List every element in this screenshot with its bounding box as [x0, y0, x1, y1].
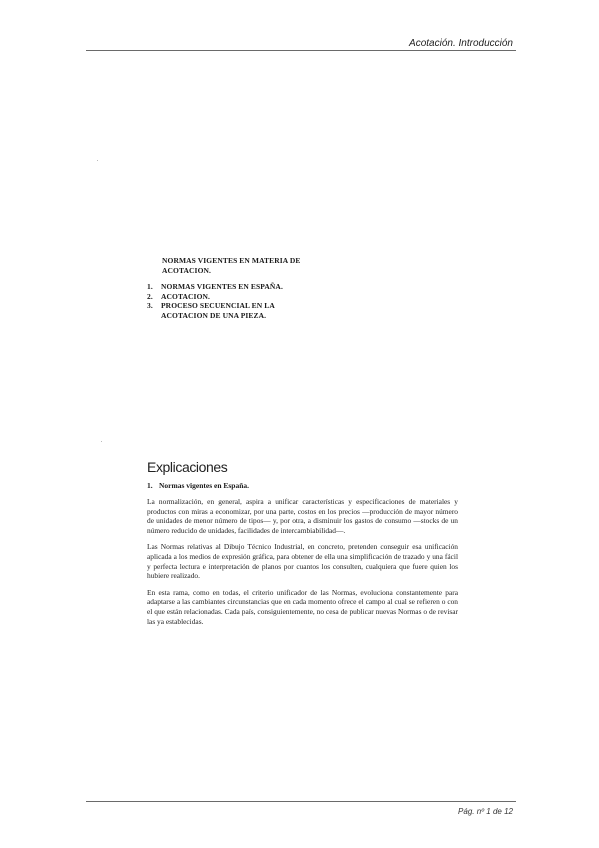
toc-item-label: PROCESO SECUENCIAL EN LA ACOTACION DE UNA PIEZA.: [161, 301, 275, 320]
footer-divider: [86, 801, 516, 802]
scan-speck: [101, 441, 102, 442]
toc-item-number: 3.: [147, 301, 153, 310]
paragraph: En esta rama, como en todas, el criterio unificador de las Normas, evoluciona constantemente para adaptarse a las cambiantes circunstancias que en cada momento ofrece el campo al cual se refieren o con el que están relacionadas. Cada país, consiguientemente, no cesa de publicar nuevas Normas o de revisar las ya establecidas.: [147, 587, 458, 626]
paragraph: La normalización, en general, aspira a unificar características y especificaciones de materiales y productos con miras a economizar, por una parte, costos en los precios —producción de mayor número de unidades de menor número de tipos— y, por otra, a disminuir los gastos de consumo —stocks de un número reducido de unidades, facilidades de intercambiabilidad—.: [147, 497, 458, 535]
section-title: Explicaciones: [147, 459, 228, 475]
paragraph: Las Normas relativas al Dibujo Técnico Industrial, en concreto, pretenden conseguir esa unificación aplicada a los medios de expresión gráfica, para obtener de ella una simplificación de trazado y una fácil y perfecta lectura e interpretación de planos por cuantos los consulten, cualquiera que fuere quien los hubiere realizado.: [147, 542, 458, 581]
subsection-title: Normas vigentes en España.: [159, 481, 250, 490]
table-of-contents: [147, 256, 317, 320]
toc-item: [147, 292, 317, 302]
toc-item-label: NORMAS VIGENTES EN ESPAÑA.: [161, 282, 283, 291]
scan-speck: [97, 160, 98, 161]
toc-item-label: ACOTACION.: [161, 291, 210, 301]
subsection-number: 1.: [147, 481, 153, 490]
toc-item-number: 2.: [147, 291, 153, 301]
page-number: Pág. nº 1 de 12: [458, 807, 513, 816]
body-text: [147, 497, 458, 633]
subsection-heading: [147, 481, 249, 490]
header-divider: [86, 50, 516, 51]
toc-heading: NORMAS VIGENTES EN MATERIA DE ACOTACION.: [162, 256, 301, 275]
toc-item: [147, 282, 317, 292]
toc-item: [147, 301, 317, 320]
toc-item-number: 1.: [147, 282, 153, 291]
page-header-title: Acotación. Introducción: [409, 38, 513, 49]
